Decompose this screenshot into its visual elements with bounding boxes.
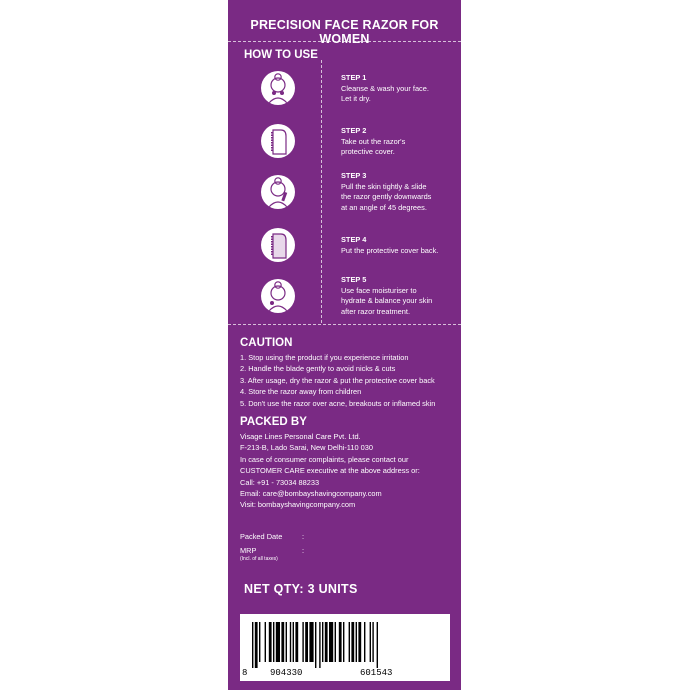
barcode-bar bbox=[377, 622, 378, 668]
list-item: 1. Stop using the product if you experience irritation bbox=[240, 353, 409, 362]
barcode-bar bbox=[339, 622, 342, 662]
address-line: Call: +91 - 73034 88233 bbox=[240, 477, 320, 487]
mrp-note: (Incl. of all taxes) bbox=[240, 556, 278, 562]
barcode-bar bbox=[269, 622, 272, 662]
barcode-bar bbox=[305, 622, 308, 662]
caution-heading: CAUTION bbox=[240, 337, 293, 349]
caution-list bbox=[240, 352, 435, 409]
step-text: at an angle of 45 degrees. bbox=[341, 202, 427, 212]
barcode-bar bbox=[290, 622, 291, 662]
barcode-bar bbox=[329, 622, 333, 662]
step-text: after razor treatment. bbox=[341, 306, 411, 316]
face-razor-icon bbox=[261, 175, 295, 209]
barcode-bar bbox=[273, 622, 274, 662]
step-label: STEP 1 bbox=[341, 73, 367, 82]
step-1 bbox=[341, 73, 456, 105]
razor-cover-off-icon bbox=[261, 124, 295, 158]
barcode-bar bbox=[343, 622, 344, 662]
step-3 bbox=[341, 171, 456, 213]
barcode-bar bbox=[293, 622, 294, 662]
barcode-bar bbox=[364, 622, 365, 662]
barcode-digits-right: 601543 bbox=[360, 668, 393, 678]
address-line: F-213-B, Lado Sarai, New Delhi-110 030 bbox=[240, 443, 373, 453]
address-line: CUSTOMER CARE executive at the above address or: bbox=[240, 466, 420, 476]
step-text: Pull the skin tightly & slide bbox=[341, 181, 427, 191]
barcode-bar bbox=[315, 622, 316, 668]
barcode-bar bbox=[302, 622, 303, 662]
barcode-bar bbox=[358, 622, 361, 662]
step-label: STEP 5 bbox=[341, 275, 367, 284]
list-item: 2. Handle the blade gently to avoid nicks & cuts bbox=[240, 364, 396, 374]
barcode-bar bbox=[265, 622, 266, 662]
step-text: Let it dry. bbox=[341, 94, 371, 103]
step-label: STEP 3 bbox=[341, 171, 367, 180]
barcode bbox=[240, 614, 450, 681]
razor-cover-on-icon bbox=[261, 228, 295, 262]
barcode-digits-left: 904330 bbox=[270, 668, 303, 678]
step-label: STEP 4 bbox=[341, 235, 367, 244]
step-text: Cleanse & wash your face. bbox=[341, 83, 429, 93]
barcode-bar bbox=[319, 622, 320, 668]
product-title: PRECISION FACE RAZOR FOR WOMEN bbox=[250, 18, 439, 46]
mrp-label: MRP bbox=[240, 546, 257, 555]
steps-vertical-divider bbox=[321, 60, 322, 323]
barcode-bars bbox=[250, 622, 440, 668]
barcode-bar bbox=[325, 622, 328, 662]
packed-date-colon: : bbox=[302, 532, 305, 541]
barcode-bar bbox=[370, 622, 371, 662]
address-line: Visage Lines Personal Care Pvt. Ltd. bbox=[240, 432, 361, 441]
product-panel bbox=[228, 0, 461, 690]
barcode-bar bbox=[295, 622, 298, 662]
steps-bottom-divider bbox=[228, 324, 461, 325]
barcode-digit-first: 8 bbox=[242, 668, 248, 678]
title-divider bbox=[228, 41, 461, 42]
packed-by-address bbox=[240, 431, 420, 511]
barcode-bar bbox=[281, 622, 284, 662]
list-item: 3. After usage, dry the razor & put the protective cover back bbox=[240, 375, 435, 385]
barcode-bar bbox=[349, 622, 350, 662]
net-quantity: NET QTY: 3 UNITS bbox=[244, 582, 358, 596]
address-line: Visit: bombayshavingcompany.com bbox=[240, 500, 356, 510]
step-text: Put the protective cover back. bbox=[341, 245, 439, 255]
barcode-bar bbox=[335, 622, 336, 662]
how-to-use-heading: HOW TO USE bbox=[244, 49, 318, 61]
list-item: 4. Store the razor away from children bbox=[240, 387, 362, 397]
step-text: the razor gently downwards bbox=[341, 192, 432, 201]
step-text: Take out the razor's bbox=[341, 136, 406, 146]
barcode-bar bbox=[322, 622, 323, 662]
barcode-bar bbox=[276, 622, 280, 662]
face-wash-icon bbox=[261, 71, 295, 105]
address-line: Email: care@bombayshavingcompany.com bbox=[240, 489, 382, 499]
step-text: hydrate & balance your skin bbox=[341, 296, 433, 305]
barcode-bar bbox=[309, 622, 313, 662]
mrp-colon: : bbox=[302, 546, 305, 555]
face-moisturise-icon bbox=[261, 279, 295, 313]
barcode-bar bbox=[259, 622, 260, 662]
barcode-bar bbox=[372, 622, 373, 662]
packed-date-label: Packed Date bbox=[240, 532, 283, 541]
step-label: STEP 2 bbox=[341, 126, 367, 135]
barcode-bar bbox=[252, 622, 253, 668]
barcode-bar bbox=[351, 622, 354, 662]
barcode-bar bbox=[255, 622, 258, 668]
barcode-bar bbox=[286, 622, 287, 662]
step-text: Use face moisturiser to bbox=[341, 285, 417, 295]
step-5 bbox=[341, 275, 456, 317]
barcode-bar bbox=[356, 622, 357, 662]
step-4 bbox=[341, 235, 456, 256]
step-text: protective cover. bbox=[341, 147, 395, 156]
address-line: In case of consumer complaints, please contact our bbox=[240, 454, 409, 464]
step-2 bbox=[341, 126, 456, 158]
packed-by-heading: PACKED BY bbox=[240, 416, 307, 428]
list-item: 5. Don't use the razor over acne, breakouts or inflamed skin bbox=[240, 398, 436, 408]
